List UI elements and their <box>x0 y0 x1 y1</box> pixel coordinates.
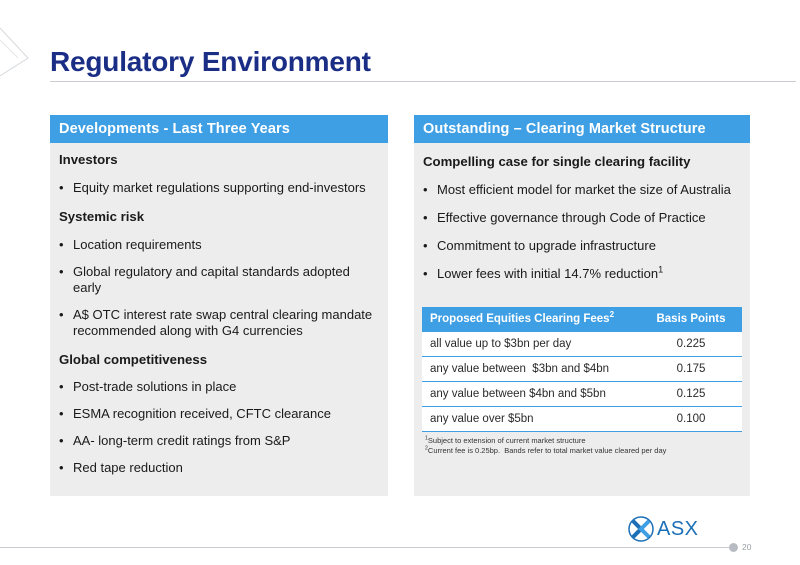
section-heading-systemic-risk: Systemic risk <box>59 209 145 224</box>
developments-panel-heading: Developments - Last Three Years <box>50 115 388 143</box>
table-row <box>422 332 742 357</box>
footnote-item: $^2$Current fee is 0.25bp. Bands refer to total market value cleared per day <box>425 445 667 455</box>
footnote-ref: 1 <box>658 264 664 275</box>
bullet-item: • Post-trade solutions in place <box>59 379 380 395</box>
bullet-item: • Most efficient model for market the size of Australia <box>423 182 742 198</box>
bullet-text: Lower fees with initial 14.7% reduction <box>437 266 659 281</box>
developments-panel <box>50 115 388 496</box>
bullet-item: • Equity market regulations supporting end-investors <box>59 180 380 196</box>
bullet-item <box>423 266 742 282</box>
fee-band-cell: any value between $3bn and $4bn <box>422 357 640 382</box>
basis-points-cell: 0.225 <box>640 332 742 357</box>
developments-panel-body <box>50 152 388 476</box>
section-heading-investors: Investors <box>59 152 118 167</box>
footer-divider <box>0 547 730 548</box>
footnote-ref: 2 <box>609 310 615 320</box>
bullet-item: • Commitment to upgrade infrastructure <box>423 238 742 254</box>
basis-points-cell: 0.125 <box>640 382 742 407</box>
bullet-item: • ESMA recognition received, CFTC clearance <box>59 406 380 422</box>
clearing-structure-panel-body <box>414 154 750 282</box>
table-header-row <box>422 307 742 332</box>
fee-band-cell: any value between $4bn and $5bn <box>422 382 640 407</box>
basis-points-cell: 0.175 <box>640 357 742 382</box>
section-heading-global-competitiveness: Global competitiveness <box>59 352 208 367</box>
asx-logo <box>628 516 699 542</box>
page-title: Regulatory Environment <box>50 46 371 77</box>
fees-column-header: Proposed Equities Clearing Fees$^2$ <box>422 307 640 332</box>
bullet-item: • Global regulatory and capital standards adopted early <box>59 264 380 296</box>
fee-band-cell: any value over $5bn <box>422 407 640 432</box>
footnote-item: $^1$Subject to extension of current market structure <box>425 435 586 445</box>
footnotes <box>425 436 666 456</box>
bullet-item: • Effective governance through Code of Practice <box>423 210 742 226</box>
table-row <box>422 407 742 432</box>
page-number: 20 <box>742 542 752 552</box>
bullet-item: • AA- long-term credit ratings from S&P <box>59 433 380 449</box>
basis-points-cell: 0.100 <box>640 407 742 432</box>
clearing-fees-table <box>422 307 742 432</box>
table-row <box>422 382 742 407</box>
clearing-structure-panel-heading: Outstanding – Clearing Market Structure <box>414 115 750 143</box>
bullet-item: • Red tape reduction <box>59 460 380 476</box>
clearing-structure-panel <box>414 115 750 496</box>
page-indicator-dot <box>729 543 738 552</box>
basis-points-column-header: Basis Points <box>640 307 742 332</box>
title-divider <box>50 81 796 82</box>
asx-logo-icon <box>628 516 654 542</box>
bullet-item: • A$ OTC interest rate swap central clearing mandate recommended along with G4 currencies <box>59 307 380 339</box>
fee-band-cell: all value up to $3bn per day <box>422 332 640 357</box>
bullet-item: • Location requirements <box>59 237 380 253</box>
asx-logo-text: ASX <box>657 517 699 540</box>
compelling-case-heading: Compelling case for single clearing facility <box>423 154 691 169</box>
table-row <box>422 357 742 382</box>
